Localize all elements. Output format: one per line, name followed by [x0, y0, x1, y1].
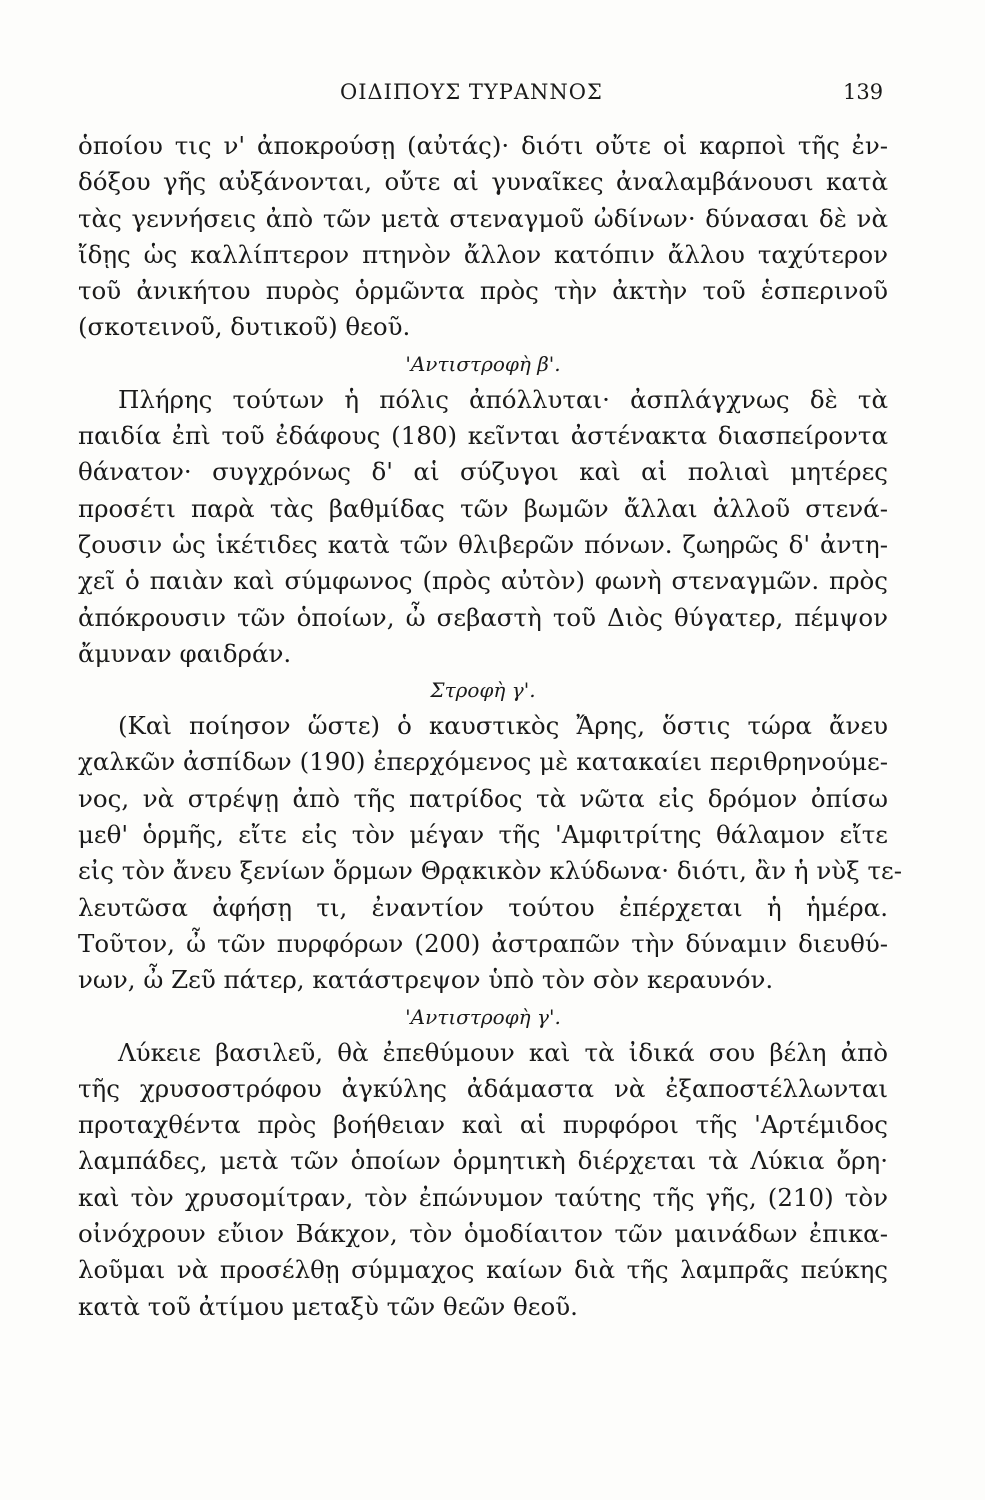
- text-line: τοῦ ἀνικήτου πυρὸς ὁρμῶντα πρὸς τὴν ἀκτὴν τοῦ ἑσπερινοῦ: [78, 276, 888, 306]
- text-line: χεῖ ὁ παιὰν καὶ σύμφωνος (πρὸς αὐτὸν) φωνὴ στεναγμῶν. πρὸς: [78, 566, 888, 596]
- text-line: καὶ τὸν χρυσομίτραν, τὸν ἐπώνυμον ταύτης τῆς γῆς, (210) τὸν: [78, 1182, 888, 1212]
- text-line: νων, ὦ Ζεῦ πάτερ, κατάστρεψον ὑπὸ τὸν σὸν κεραυνόν.: [78, 965, 774, 995]
- text-line: Πλήρης τούτων ἡ πόλις ἀπόλλυται· ἀσπλάγχνως δὲ τὰ: [118, 384, 888, 414]
- text-line: λευτῶσα ἀφήσῃ τι, ἐναντίον τούτου ἐπέρχεται ἡ ἡμέρα.: [78, 892, 888, 922]
- section-heading: Στροφὴ γ'.: [430, 678, 536, 703]
- running-title: ΟΙΔΙΠΟΥΣ ΤΥΡΑΝΝΟΣ: [340, 80, 603, 104]
- text-line: ἄμυναν φαιδράν.: [78, 638, 292, 668]
- text-line: παιδία ἐπὶ τοῦ ἐδάφους (180) κεῖνται ἀστένακτα διασπείροντα: [78, 421, 888, 451]
- section-heading: 'Αντιστροφὴ γ'.: [405, 1004, 561, 1029]
- text-line: θάνατον· συγχρόνως δ' αἱ σύζυγοι καὶ αἱ πολιαὶ μητέρες: [78, 457, 888, 487]
- text-line: νος, νὰ στρέψῃ ἀπὸ τῆς πατρίδος τὰ νῶτα εἰς δρόμον ὀπίσω: [78, 783, 888, 813]
- text-line: Λύκειε βασιλεῦ, θὰ ἐπεθύμουν καὶ τὰ ἰδικά σου βέλη ἀπὸ: [118, 1037, 888, 1067]
- text-line: ἴδῃς ὡς καλλίπτερον πτηνὸν ἄλλον κατόπιν ἄλλου ταχύτερον: [78, 239, 888, 269]
- paragraph-4: [78, 1035, 888, 1325]
- page-header: [0, 80, 985, 120]
- text-line: Τοῦτον, ὦ τῶν πυρφόρων (200) ἀστραπῶν τὴν δύναμιν διευθύ-: [78, 928, 888, 958]
- text-line: (σκοτεινοῦ, δυτικοῦ) θεοῦ.: [78, 312, 411, 342]
- text-line: (Καὶ ποίησον ὥστε) ὁ καυστικὸς Ἄρης, ὅστις τώρα ἄνευ: [118, 711, 888, 741]
- page-body: [78, 128, 902, 1325]
- text-line: ζουσιν ὡς ἱκέτιδες κατὰ τῶν θλιβερῶν πόνων. ζωηρῶς δ' ἀντη-: [78, 529, 888, 559]
- text-line: δόξου γῆς αὐξάνονται, οὔτε αἱ γυναῖκες ἀναλαμβάνουσι κατὰ: [78, 167, 888, 197]
- paragraph-1: [78, 128, 888, 346]
- text-line: μεθ' ὁρμῆς, εἴτε εἰς τὸν μέγαν τῆς 'Αμφιτρίτης θάλαμον εἴτε: [78, 820, 888, 850]
- text-line: εἰς τὸν ἄνευ ξενίων ὅρμων Θρᾳκικὸν κλύδωνα· διότι, ἂν ἡ νὺξ τε-: [78, 856, 902, 886]
- text-line: οἰνόχρουν εὔιον Βάκχον, τὸν ὁμοδίαιτον τῶν μαινάδων ἐπικα-: [78, 1219, 888, 1249]
- text-line: τὰς γεννήσεις ἀπὸ τῶν μετὰ στεναγμοῦ ὠδίνων· δύνασαι δὲ νὰ: [78, 203, 888, 233]
- text-line: κατὰ τοῦ ἀτίμου μεταξὺ τῶν θεῶν θεοῦ.: [78, 1291, 578, 1321]
- text-line: ἀπόκρουσιν τῶν ὁποίων, ὦ σεβαστὴ τοῦ Διὸς θύγατερ, πέμψον: [78, 602, 888, 632]
- text-line: προσέτι παρὰ τὰς βαθμίδας τῶν βωμῶν ἄλλαι ἀλλοῦ στενά-: [78, 493, 888, 523]
- text-line: προταχθέντα πρὸς βοήθειαν καὶ αἱ πυρφόροι τῆς 'Αρτέμιδος: [78, 1110, 888, 1140]
- text-line: λοῦμαι νὰ προσέλθῃ σύμμαχος καίων διὰ τῆς λαμπρᾶς πεύκης: [78, 1255, 888, 1285]
- paragraph-3: [78, 708, 902, 998]
- text-line: χαλκῶν ἀσπίδων (190) ἐπερχόμενος μὲ κατακαίει περιθρηνούμε-: [78, 747, 888, 777]
- paragraph-2: [78, 382, 888, 672]
- text-line: λαμπάδες, μετὰ τῶν ὁποίων ὁρμητικὴ διέρχεται τὰ Λύκια ὄρη·: [78, 1146, 888, 1176]
- section-heading: 'Αντιστροφὴ β'.: [405, 351, 561, 376]
- page-number: 139: [843, 80, 884, 104]
- text-line: τῆς χρυσοστρόφου ἀγκύλης ἀδάμαστα νὰ ἐξαποστέλλωνται: [78, 1073, 888, 1103]
- text-line: ὁποίου τις ν' ἀποκρούσῃ (αὐτάς)· διότι οὔτε οἱ καρποὶ τῆς ἐν-: [78, 131, 888, 160]
